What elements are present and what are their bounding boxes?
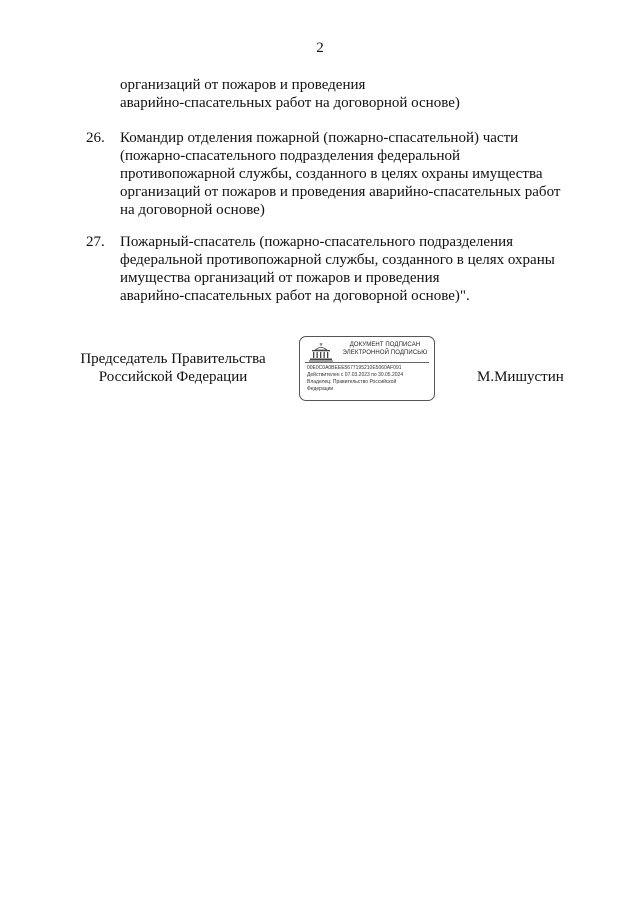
text-line: организаций от пожаров и проведения [120,77,366,93]
signatory-title-line: Российской Федерации [98,369,248,385]
text-line: противопожарной службы, созданного в целях охраны имущества [120,166,543,182]
signatory-name: М.Мишустин [477,369,564,385]
text-line: аварийно-спасательных работ на договорной основе)". [120,288,470,304]
item-text [120,129,560,219]
stamp-owner: Федерации [307,386,334,392]
text-line: федеральной противопожарной службы, созданного в целях охраны [120,252,555,268]
government-building-icon [307,342,335,362]
text-line: Командир отделения пожарной (пожарно-спасательной) части [120,130,519,146]
stamp-certificate-number: 00E0C0A0BEEE5677195210E5060AF091 [307,365,402,371]
text-line: Пожарный-спасатель (пожарно-спасательного подразделения [120,234,514,250]
signatory-title-line: Председатель Правительства [80,351,266,367]
stamp-owner: Владелец: Правительство Российской [307,379,397,385]
signatory-title [78,350,268,386]
text-line: (пожарно-спасательного подразделения федеральной [120,148,461,164]
stamp-divider [305,362,429,363]
stamp-validity: Действителен с 07.03.2023 по 30.05.2024 [307,372,404,378]
stamp-title [338,342,432,357]
stamp-details [307,365,433,393]
item-text [120,233,555,305]
text-line: аварийно-спасательных работ на договорной основе) [120,95,460,111]
page-number: 2 [316,40,324,56]
text-line: организаций от пожаров и проведения аварийно-спасательных работ [120,184,561,200]
electronic-signature-stamp [299,336,435,401]
continuation-text [120,76,460,112]
item-number: 26. [86,130,105,146]
item-number: 27. [86,234,105,250]
text-line: на договорной основе) [120,202,265,218]
stamp-title-line: ДОКУМЕНТ ПОДПИСАН [349,342,421,348]
stamp-title-line: ЭЛЕКТРОННОЙ ПОДПИСЬЮ [342,349,428,356]
text-line: имущества организаций от пожаров и проведения [120,270,440,286]
